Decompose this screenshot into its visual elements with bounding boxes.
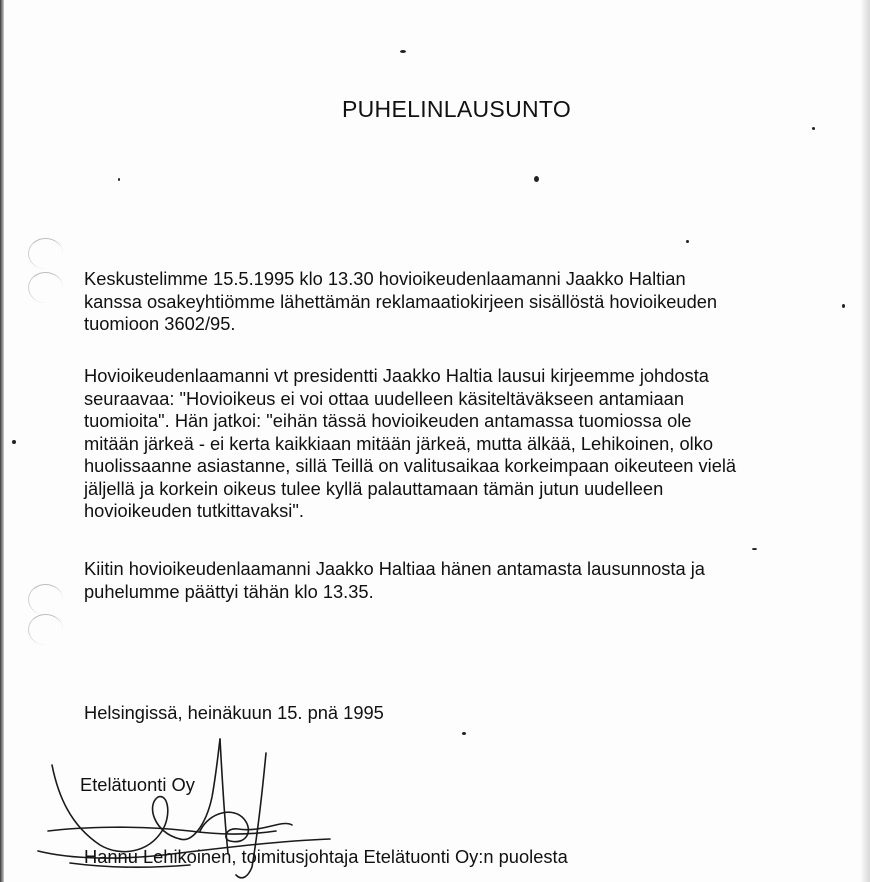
- paragraph-statement: [84, 365, 824, 523]
- text-line: huolissaanne asiastanne, sillä Teillä on valitusaikaa korkeimpaan oikeuteen vielä: [84, 455, 737, 476]
- signer-line: Hannu Lehikoinen, toimitusjohtaja Etelätuonti Oy:n puolesta: [84, 846, 568, 867]
- scan-speck: [462, 732, 466, 735]
- text-line: hovioikeuden tutkittavaksi".: [84, 500, 304, 521]
- text-line: Keskustelimme 15.5.1995 klo 13.30 hovioikeudenlaamanni Jaakko Haltian: [84, 268, 686, 289]
- text-line: seuraavaa: "Hovioikeus ei voi ottaa uudelleen käsiteltäväkseen antamiaan: [84, 387, 684, 409]
- scan-right-edge: [860, 0, 870, 882]
- scan-speck: [534, 176, 539, 182]
- text-line: mitään järkeä - ei kerta kaikkiaan mitään järkeä, mutta älkää, Lehikoinen, olko: [84, 432, 713, 454]
- punch-hole-mark: [28, 238, 63, 269]
- scan-speck: [812, 127, 815, 130]
- document-title: PUHELINLAUSUNTO: [342, 96, 572, 122]
- scan-speck: [400, 50, 406, 53]
- place-and-date: Helsingissä, heinäkuun 15. pnä 1995: [84, 702, 384, 723]
- scan-speck: [118, 178, 120, 181]
- scan-speck: [686, 240, 689, 243]
- paragraph-closing: [84, 558, 824, 603]
- paragraph-intro: [84, 268, 824, 336]
- punch-hole-mark: [28, 614, 63, 645]
- scan-speck: [12, 440, 16, 444]
- text-line: puhelumme päättyi tähän klo 13.35.: [84, 580, 374, 602]
- scan-left-edge: [0, 0, 4, 882]
- punch-hole-mark: [28, 272, 63, 303]
- company-name: Etelätuonti Oy: [80, 774, 195, 795]
- scan-speck: [842, 304, 845, 308]
- scan-speck: [752, 548, 757, 550]
- text-line: Hovioikeudenlaamanni vt presidentti Jaakko Haltia lausui kirjeemme johdosta: [84, 365, 709, 386]
- punch-hole-mark: [28, 584, 63, 615]
- text-line: Kiitin hovioikeudenlaamanni Jaakko Haltiaa hänen antamasta lausunnosta ja: [84, 558, 705, 579]
- text-line: tuomioon 3602/95.: [84, 313, 236, 334]
- text-line: tuomioita". Hän jatkoi: "eihän tässä hovioikeuden antamassa tuomiossa ole: [84, 410, 692, 431]
- text-line: kanssa osakeyhtiömme lähettämän reklamaatiokirjeen sisällöstä hovioikeuden: [84, 290, 718, 312]
- text-line: jäljellä ja korkein oikeus tulee kyllä palauttamaan tämän jutun uudelleen: [84, 477, 664, 499]
